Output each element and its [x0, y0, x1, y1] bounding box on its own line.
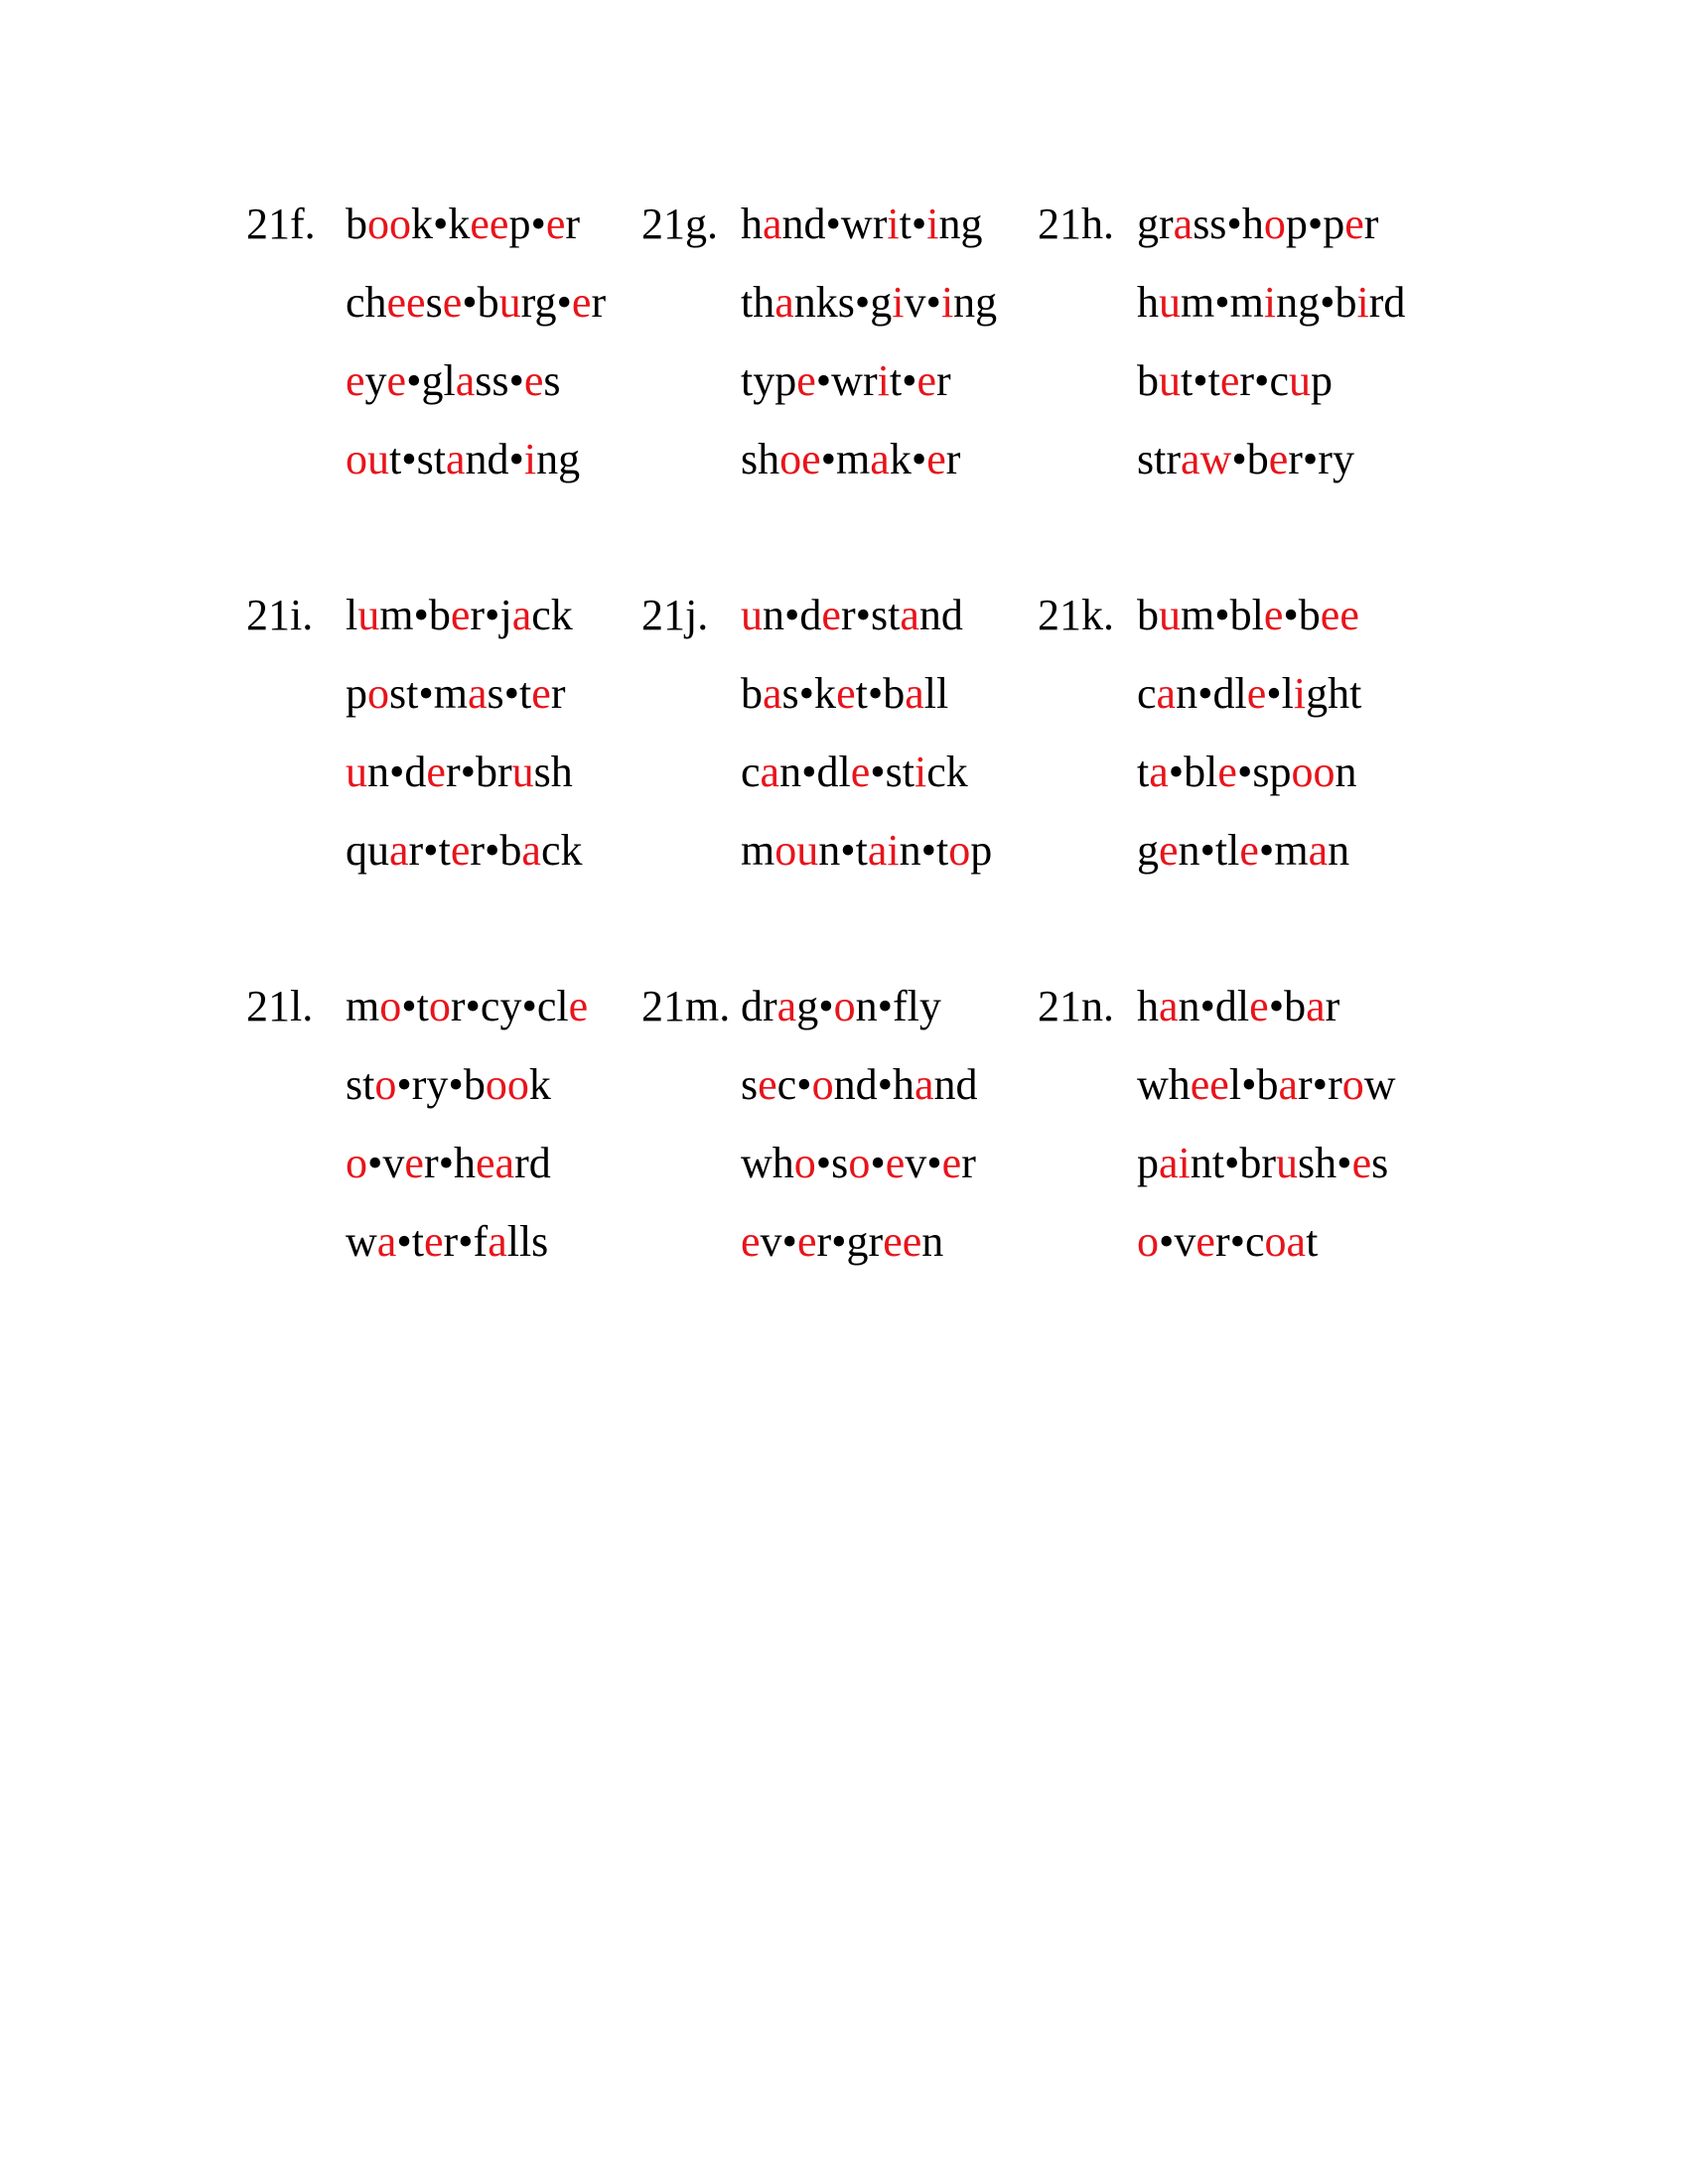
word-segment: th	[741, 278, 775, 327]
word-segment: b	[741, 669, 763, 718]
word-segment: nd•wr	[781, 200, 888, 248]
word-segment: s	[425, 278, 443, 327]
vowel-highlight: e	[1344, 200, 1364, 248]
word-segment: •b	[1268, 982, 1307, 1030]
word-list	[741, 967, 978, 1281]
vowel-highlight: a	[445, 435, 466, 483]
word-segment: l•b	[1228, 1060, 1279, 1109]
word-list	[346, 576, 582, 889]
vowel-highlight: e	[1239, 826, 1259, 875]
vowel-highlight: e	[450, 591, 471, 639]
word-segment: s•k	[781, 669, 837, 718]
vowel-highlight: a	[1149, 748, 1169, 796]
vowel-highlight: e	[796, 1217, 817, 1266]
vowel-highlight: u	[1276, 1139, 1299, 1187]
vowel-highlight: o	[948, 826, 971, 875]
word-segment: •gl	[406, 356, 456, 405]
vowel-highlight: o	[346, 1139, 367, 1187]
vowel-highlight: a	[774, 278, 794, 327]
syllabified-word	[1137, 185, 1405, 263]
word-segment: ss•h	[1193, 200, 1264, 248]
vowel-highlight: a	[914, 1060, 934, 1109]
word-segment: •b	[1283, 591, 1321, 639]
vowel-highlight: a	[760, 748, 780, 796]
vowel-highlight: a	[1308, 826, 1329, 875]
syllabified-word	[1137, 967, 1396, 1045]
word-segment: h	[1137, 278, 1159, 327]
vowel-highlight: a	[1306, 982, 1326, 1030]
syllabified-word	[1137, 1202, 1396, 1281]
word-segment: r•b	[470, 826, 522, 875]
word-segment: l	[346, 591, 358, 639]
word-list	[346, 185, 606, 498]
vowel-highlight: e	[821, 591, 841, 639]
word-segment: nd•	[465, 435, 524, 483]
vowel-highlight: e	[1351, 1139, 1372, 1187]
vowel-highlight: oe	[779, 435, 821, 483]
word-segment: n•dl	[779, 748, 851, 796]
vowel-highlight: u	[1159, 278, 1181, 327]
syllabified-word	[346, 576, 582, 654]
word-segment: n•t	[818, 826, 868, 875]
word-segment: •m	[820, 435, 871, 483]
vowel-highlight: o	[379, 982, 402, 1030]
word-segment: c	[741, 748, 761, 796]
word-segment: nks•g	[793, 278, 893, 327]
word-segment: r•j	[470, 591, 512, 639]
word-segment: ss•	[475, 356, 524, 405]
syllabified-word	[1137, 811, 1361, 889]
vowel-highlight: i	[926, 200, 939, 248]
word-segment: lls	[506, 1217, 549, 1266]
word-segment: n•d	[367, 748, 427, 796]
word-segment: r•t	[408, 826, 451, 875]
word-segment: wh	[741, 1139, 794, 1187]
word-segment: k	[528, 1060, 551, 1109]
word-segment: •v	[1159, 1217, 1196, 1266]
word-segment: •ry•b	[396, 1060, 486, 1109]
word-segment: •m	[1258, 826, 1309, 875]
vowel-highlight: o	[1137, 1217, 1159, 1266]
word-list	[1137, 185, 1405, 498]
vowel-highlight: e	[926, 435, 946, 483]
vowel-highlight: e	[568, 982, 589, 1030]
vowel-highlight: a	[905, 669, 924, 718]
word-segment: c•	[776, 1060, 812, 1109]
word-segment: g•	[796, 982, 834, 1030]
word-segment: •sp	[1236, 748, 1292, 796]
vowel-highlight: a	[455, 356, 476, 405]
vowel-highlight: e	[941, 1139, 962, 1187]
word-segment: sh	[533, 748, 573, 796]
vowel-highlight: ee	[1190, 1060, 1229, 1109]
word-segment: ng	[938, 200, 983, 248]
vowel-highlight: e	[850, 748, 871, 796]
word-segment: r	[550, 669, 566, 718]
word-segment: r•c	[1214, 1217, 1265, 1266]
syllabified-word	[1137, 733, 1361, 811]
syllabified-word	[346, 1045, 588, 1124]
vowel-highlight: a	[776, 982, 797, 1030]
word-segment: st	[346, 1060, 375, 1109]
word-segment: r	[961, 1139, 976, 1187]
syllabified-word	[741, 1202, 978, 1281]
vowel-highlight: e	[1246, 669, 1267, 718]
vowel-highlight: oo	[367, 200, 411, 248]
vowel-highlight: e	[1263, 591, 1284, 639]
vowel-highlight: oo	[485, 1060, 529, 1109]
vowel-highlight: ou	[774, 826, 819, 875]
word-segment: st•m	[389, 669, 468, 718]
word-segment: typ	[741, 356, 797, 405]
vowel-highlight: e	[741, 1217, 761, 1266]
vowel-highlight: a	[488, 1217, 507, 1266]
word-segment: rd	[1368, 278, 1406, 327]
word-segment: gr	[1137, 200, 1174, 248]
vowel-highlight: e	[1196, 1217, 1215, 1266]
word-segment: c	[1137, 669, 1157, 718]
vowel-highlight: ou	[346, 435, 389, 483]
word-segment: •l	[1266, 669, 1294, 718]
word-segment: r	[1363, 200, 1379, 248]
vowel-highlight: aw	[1181, 435, 1232, 483]
vowel-highlight: e	[442, 278, 463, 327]
word-segment: m•m	[1181, 278, 1264, 327]
vowel-highlight: ee	[386, 278, 426, 327]
word-segment: r•f	[443, 1217, 489, 1266]
word-segment: wh	[1137, 1060, 1191, 1109]
syllabified-word	[1137, 420, 1405, 498]
syllabified-word	[1137, 576, 1361, 654]
vowel-highlight: e	[531, 669, 551, 718]
word-segment: rd	[514, 1139, 551, 1187]
word-segment: nt•br	[1190, 1139, 1277, 1187]
syllabified-word	[346, 1124, 588, 1202]
word-list	[741, 185, 997, 498]
vowel-highlight: e	[1159, 826, 1179, 875]
word-segment: r•r	[1298, 1060, 1342, 1109]
vowel-highlight: a	[521, 826, 541, 875]
group-label: 21h.	[1038, 200, 1114, 248]
syllabified-word	[741, 420, 997, 498]
vowel-highlight: i	[940, 278, 954, 327]
word-segment: ll	[923, 669, 949, 718]
syllabified-word	[346, 811, 582, 889]
vowel-highlight: u	[1159, 356, 1181, 405]
vowel-highlight: ee	[1320, 591, 1359, 639]
word-segment: t•st	[389, 435, 446, 483]
vowel-highlight: u	[1288, 356, 1311, 405]
word-segment: t	[1137, 748, 1150, 796]
group-label: 21f.	[246, 200, 316, 248]
vowel-highlight: o	[848, 1139, 871, 1187]
word-segment: p	[346, 669, 367, 718]
word-segment: ck	[926, 748, 968, 796]
group-label: 21g.	[641, 200, 718, 248]
word-segment: r	[565, 200, 581, 248]
vowel-highlight: e	[545, 200, 566, 248]
vowel-highlight: oo	[1291, 748, 1336, 796]
word-segment: r•cy•cl	[450, 982, 569, 1030]
vowel-highlight: a	[1159, 982, 1179, 1030]
word-segment: v•	[760, 1217, 797, 1266]
word-segment: r	[1325, 982, 1340, 1030]
word-segment: r	[945, 435, 961, 483]
vowel-highlight: e	[450, 826, 471, 875]
syllabified-word	[741, 654, 992, 733]
syllabified-word	[346, 1202, 588, 1281]
vowel-highlight: e	[836, 669, 856, 718]
vowel-highlight: e	[885, 1139, 906, 1187]
word-segment: y	[364, 356, 387, 405]
syllabified-word	[741, 185, 997, 263]
word-segment: •t	[401, 982, 429, 1030]
word-segment: r•st	[840, 591, 901, 639]
syllabified-word	[741, 263, 997, 341]
vowel-highlight: i	[523, 435, 537, 483]
word-segment: sh	[741, 435, 780, 483]
group-label: 21j.	[641, 591, 709, 639]
word-segment: r•ry	[1288, 435, 1354, 483]
word-segment: •v	[367, 1139, 405, 1187]
word-segment: t	[1306, 1217, 1319, 1266]
word-segment: ght	[1306, 669, 1362, 718]
word-segment: n•d	[763, 591, 822, 639]
word-segment: •wr	[815, 356, 878, 405]
word-segment: nd•h	[833, 1060, 914, 1109]
word-list	[1137, 576, 1361, 889]
word-segment: ng•b	[1276, 278, 1357, 327]
syllabified-word	[346, 341, 606, 420]
vowel-highlight: i	[914, 748, 927, 796]
word-segment: n•fly	[855, 982, 941, 1030]
group-label: 21i.	[246, 591, 314, 639]
word-segment: •bl	[1168, 748, 1218, 796]
vowel-highlight: e	[1249, 982, 1269, 1030]
word-segment: p	[1310, 356, 1333, 405]
vowel-highlight: a	[389, 826, 409, 875]
word-segment: w	[1363, 1060, 1396, 1109]
word-segment: t•	[899, 200, 927, 248]
word-segment: h	[741, 200, 763, 248]
vowel-highlight: i	[1293, 669, 1307, 718]
word-segment: p•p	[1285, 200, 1345, 248]
syllabified-word	[741, 1045, 978, 1124]
vowel-highlight: o	[833, 982, 856, 1030]
group-label: 21k.	[1038, 591, 1114, 639]
vowel-highlight: a	[376, 1217, 397, 1266]
syllabified-word	[346, 733, 582, 811]
word-segment: r•h	[423, 1139, 476, 1187]
word-segment: dr	[741, 982, 777, 1030]
word-segment: r	[936, 356, 951, 405]
word-segment: m	[346, 982, 380, 1030]
word-segment: p	[1137, 1139, 1159, 1187]
word-segment: s	[1371, 1139, 1389, 1187]
word-segment: w	[346, 1217, 377, 1266]
word-segment: nd	[918, 591, 963, 639]
vowel-highlight: oa	[1264, 1217, 1307, 1266]
word-segment: n•dl	[1178, 982, 1250, 1030]
vowel-highlight: o	[1341, 1060, 1364, 1109]
vowel-highlight: o	[793, 1139, 816, 1187]
vowel-highlight: u	[346, 748, 367, 796]
word-segment: v•	[904, 278, 941, 327]
word-segment: t•	[889, 356, 917, 405]
vowel-highlight: u	[498, 278, 521, 327]
syllabified-word	[346, 185, 606, 263]
word-segment: h	[1137, 982, 1159, 1030]
word-list	[346, 967, 588, 1281]
vowel-highlight: e	[796, 356, 816, 405]
word-segment: r•br	[445, 748, 512, 796]
syllabified-word	[1137, 263, 1405, 341]
vowel-highlight: u	[741, 591, 763, 639]
group-label: 21n.	[1038, 982, 1114, 1030]
syllabified-word	[741, 967, 978, 1045]
vowel-highlight: ea	[476, 1139, 515, 1187]
vowel-highlight: ai	[1159, 1139, 1191, 1187]
syllabified-word	[741, 341, 997, 420]
word-segment: n•tl	[1178, 826, 1240, 875]
word-segment: v•	[905, 1139, 942, 1187]
word-segment: m	[741, 826, 775, 875]
word-segment: ck	[531, 591, 573, 639]
word-segment: •st	[870, 748, 914, 796]
syllabified-word	[741, 733, 992, 811]
vowel-highlight: u	[1159, 591, 1181, 639]
vowel-highlight: a	[870, 435, 890, 483]
word-segment: m•b	[379, 591, 451, 639]
word-segment: r•c	[1239, 356, 1289, 405]
word-segment: str	[1137, 435, 1181, 483]
vowel-highlight: o	[1263, 200, 1286, 248]
word-segment: rg•	[520, 278, 572, 327]
vowel-highlight: e	[758, 1060, 777, 1109]
word-segment: n	[1328, 826, 1350, 875]
vowel-highlight: o	[374, 1060, 397, 1109]
word-segment: qu	[346, 826, 389, 875]
vowel-highlight: i	[877, 356, 890, 405]
word-segment: t•t	[1181, 356, 1220, 405]
word-segment: •b	[462, 278, 499, 327]
word-segment: b	[1137, 356, 1159, 405]
syllabified-word	[346, 967, 588, 1045]
word-segment: p	[970, 826, 993, 875]
word-segment: g	[1137, 826, 1159, 875]
syllabified-word	[741, 576, 992, 654]
word-segment: ng	[536, 435, 581, 483]
word-segment: p•	[508, 200, 546, 248]
word-segment: sh•	[1298, 1139, 1352, 1187]
word-list	[741, 576, 992, 889]
vowel-highlight: u	[357, 591, 380, 639]
syllabified-word	[1137, 341, 1405, 420]
vowel-highlight: a	[900, 591, 919, 639]
vowel-highlight: a	[511, 591, 532, 639]
word-segment: n•dl	[1176, 669, 1247, 718]
syllabified-word	[741, 811, 992, 889]
word-segment: •s	[815, 1139, 849, 1187]
word-segment: k•	[889, 435, 927, 483]
vowel-highlight: ee	[883, 1217, 922, 1266]
vowel-highlight: a	[467, 669, 488, 718]
word-segment: n	[921, 1217, 944, 1266]
group-label: 21m.	[641, 982, 731, 1030]
word-segment: b	[1137, 591, 1159, 639]
word-list	[1137, 967, 1396, 1281]
vowel-highlight: u	[511, 748, 534, 796]
vowel-highlight: o	[811, 1060, 834, 1109]
vowel-highlight: i	[1263, 278, 1277, 327]
vowel-highlight: e	[571, 278, 592, 327]
vowel-highlight: e	[346, 356, 365, 405]
word-segment: nd	[933, 1060, 978, 1109]
vowel-highlight: ai	[867, 826, 900, 875]
vowel-highlight: a	[1156, 669, 1177, 718]
vowel-highlight: e	[426, 748, 446, 796]
syllabified-word	[346, 263, 606, 341]
syllabified-word	[1137, 1045, 1396, 1124]
vowel-highlight: a	[1278, 1060, 1299, 1109]
syllabified-word	[1137, 1124, 1396, 1202]
vowel-highlight: e	[404, 1139, 424, 1187]
vowel-highlight: i	[892, 278, 905, 327]
vowel-highlight: o	[428, 982, 451, 1030]
vowel-highlight: a	[1173, 200, 1194, 248]
vowel-highlight: e	[1268, 435, 1289, 483]
word-segment: k•k	[411, 200, 471, 248]
vowel-highlight: e	[1219, 356, 1240, 405]
word-segment: r	[591, 278, 607, 327]
word-segment: t•b	[855, 669, 906, 718]
word-segment: •t	[396, 1217, 424, 1266]
word-segment: ng	[953, 278, 998, 327]
syllabified-word	[346, 654, 582, 733]
word-segment: s	[741, 1060, 759, 1109]
syllabified-word	[346, 420, 606, 498]
word-segment: s	[543, 356, 561, 405]
word-segment: s•t	[487, 669, 532, 718]
vowel-highlight: e	[1217, 748, 1237, 796]
word-segment: n•t	[899, 826, 949, 875]
syllabified-word	[1137, 654, 1361, 733]
vowel-highlight: e	[386, 356, 407, 405]
vowel-highlight: i	[887, 200, 900, 248]
vowel-highlight: o	[367, 669, 389, 718]
vowel-highlight: e	[523, 356, 544, 405]
word-segment: •b	[1231, 435, 1269, 483]
word-segment: ch	[346, 278, 387, 327]
vowel-highlight: ee	[470, 200, 509, 248]
word-segment: •	[870, 1139, 886, 1187]
vowel-highlight: a	[763, 200, 782, 248]
vowel-highlight: i	[1356, 278, 1369, 327]
vowel-highlight: e	[423, 1217, 444, 1266]
word-segment: b	[346, 200, 367, 248]
word-segment: ck	[540, 826, 583, 875]
word-segment: r•gr	[816, 1217, 884, 1266]
vowel-highlight: e	[916, 356, 937, 405]
word-segment: n	[1335, 748, 1357, 796]
word-segment: m•bl	[1181, 591, 1264, 639]
vowel-highlight: a	[763, 669, 782, 718]
group-label: 21l.	[246, 982, 314, 1030]
syllabified-word	[741, 1124, 978, 1202]
